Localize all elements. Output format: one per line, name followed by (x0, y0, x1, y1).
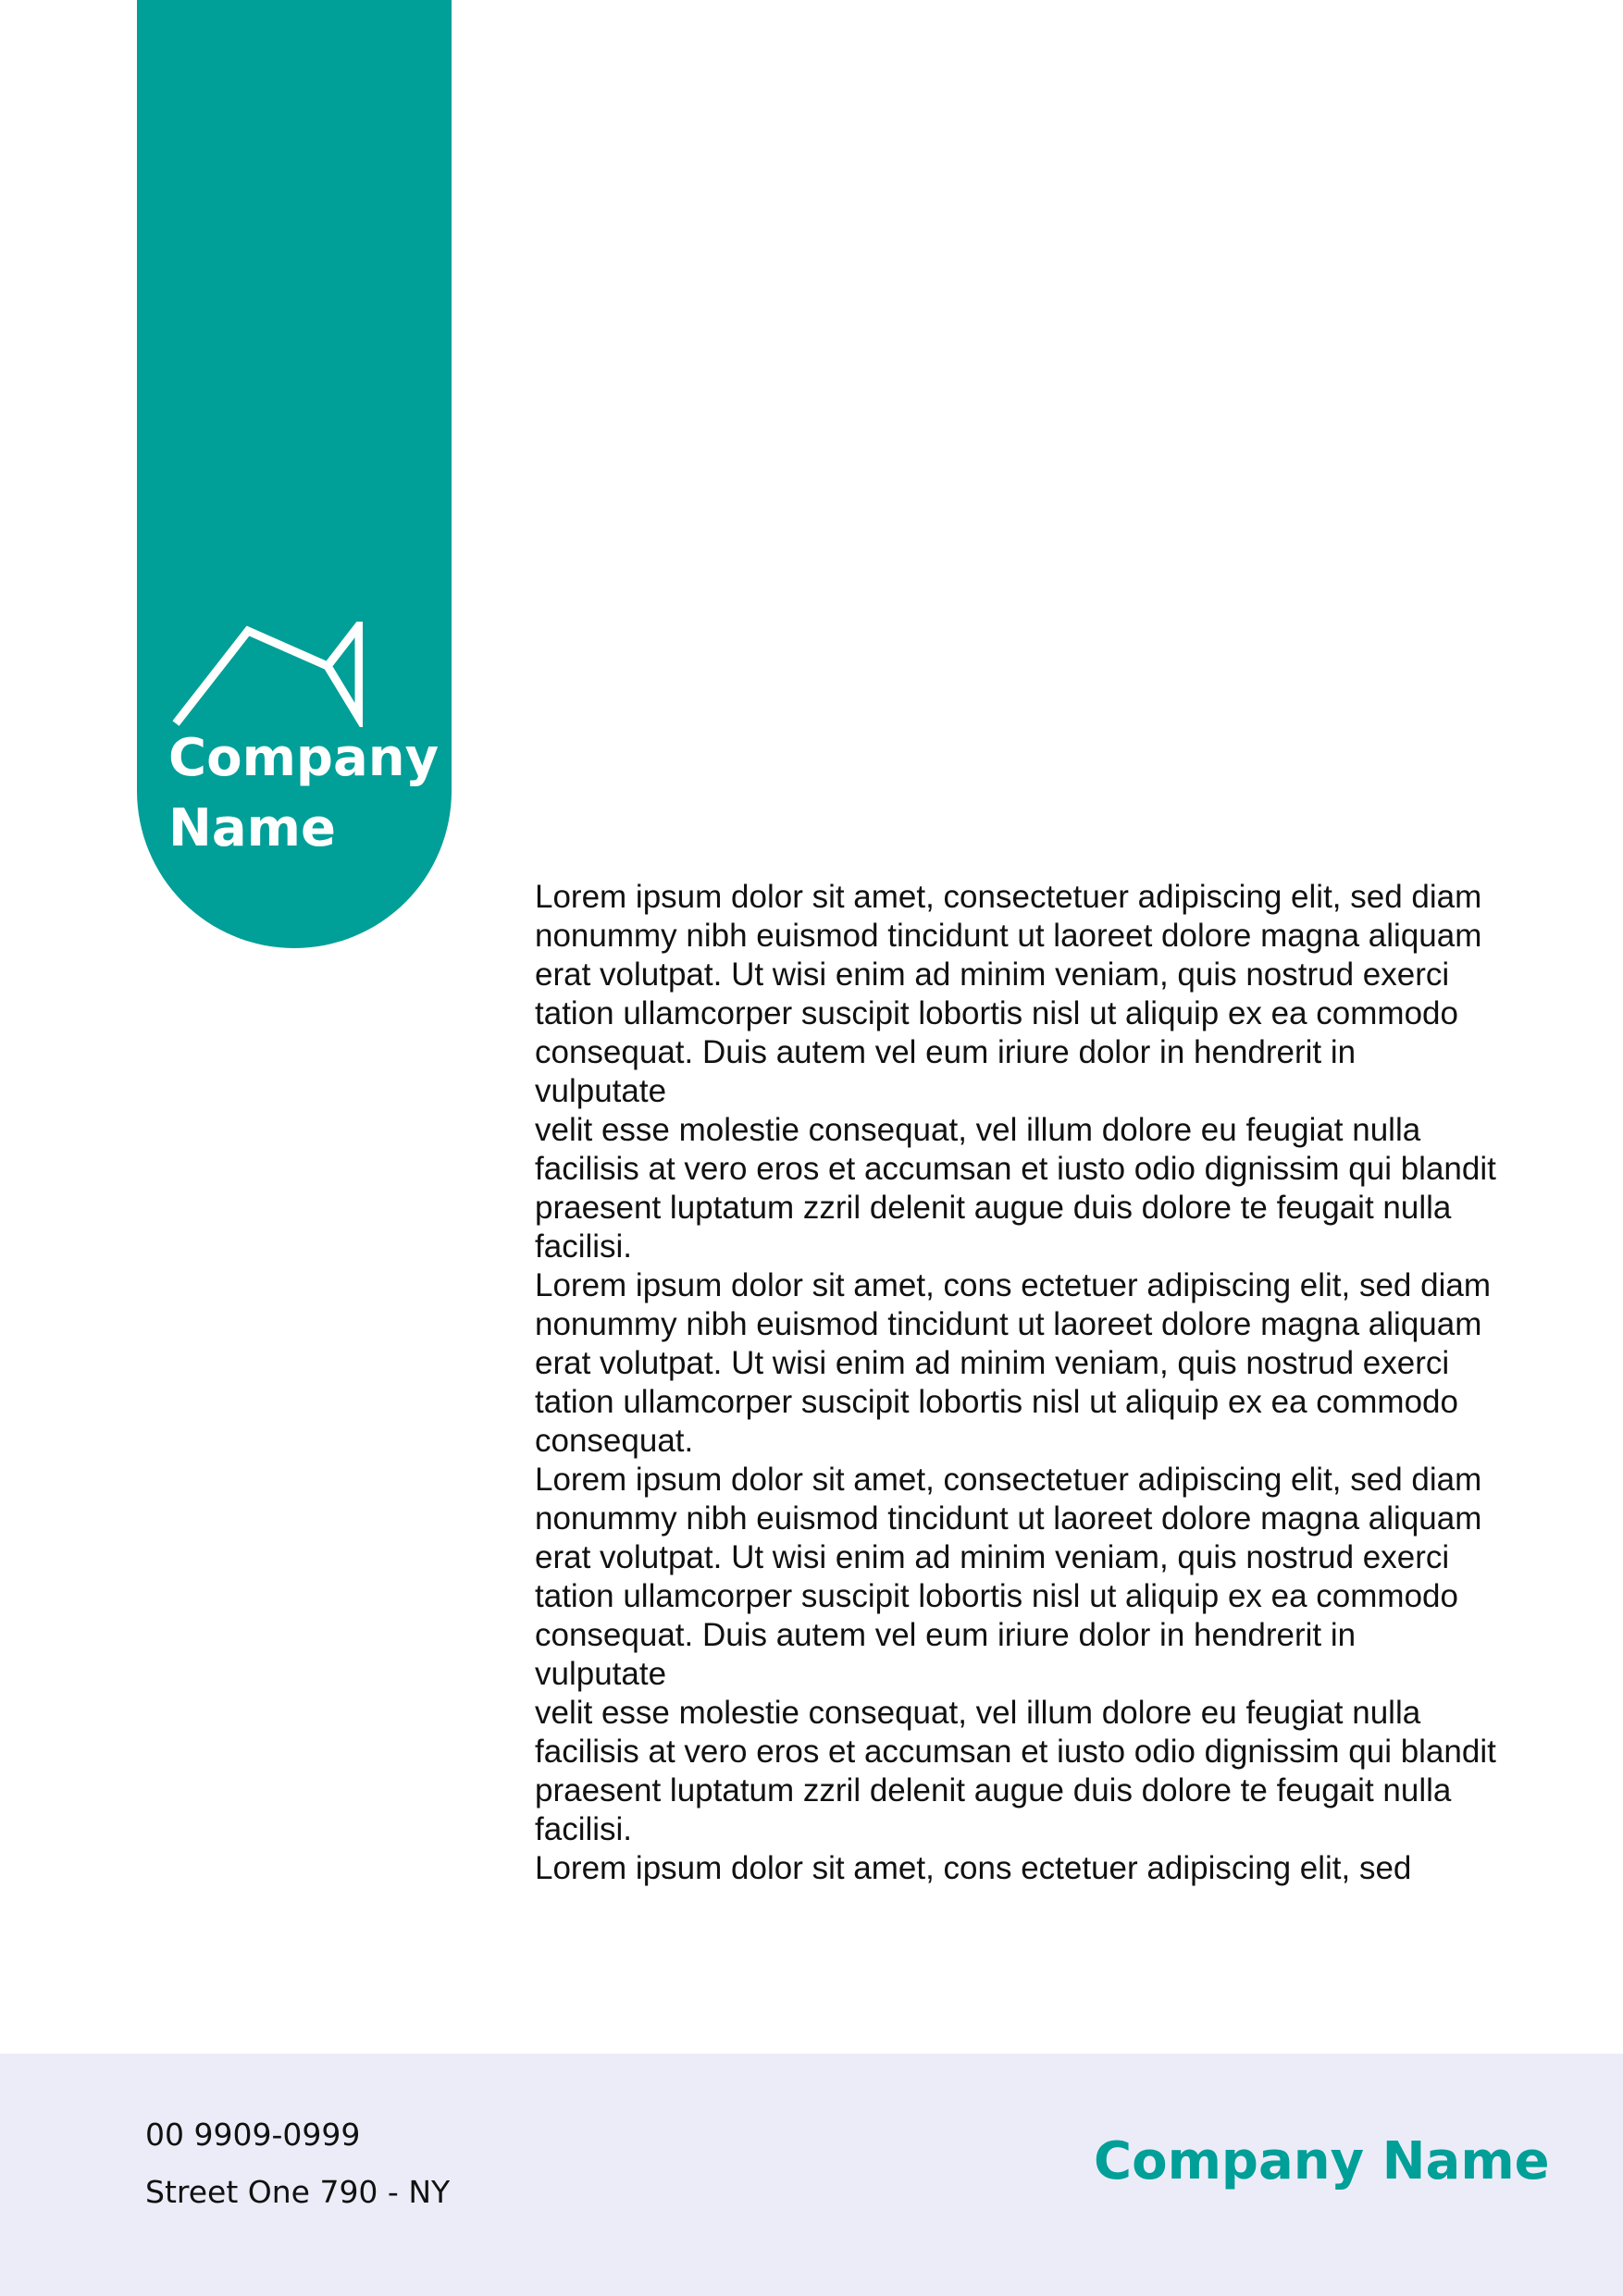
body-line: vulputate (535, 1656, 667, 1692)
body-line: consequat. (535, 1423, 694, 1459)
body-line: Lorem ipsum dolor sit amet, cons ectetuer adipiscing elit, sed (535, 1850, 1412, 1886)
body-line: nonummy nibh euismod tincidunt ut laoreet dolore magna aliquam (535, 1500, 1482, 1537)
brand-name-line-2: Name (168, 798, 336, 858)
body-line: Lorem ipsum dolor sit amet, consectetuer adipiscing elit, sed diam (535, 1462, 1482, 1498)
body-line: praesent luptatum zzril delenit augue duis dolore te feugait nulla (535, 1772, 1452, 1808)
body-line: velit esse molestie consequat, vel illum dolore eu feugiat nulla (535, 1112, 1421, 1148)
brand-name (168, 723, 446, 864)
body-line: erat volutpat. Ut wisi enim ad minim veniam, quis nostrud exerci (535, 957, 1450, 993)
contact-info (145, 2106, 450, 2221)
mountain-logo-icon (172, 622, 363, 727)
body-line: tation ullamcorper suscipit lobortis nisl ut aliquip ex ea commodo (535, 995, 1458, 1031)
body-line: nonummy nibh euismod tincidunt ut laoreet dolore magna aliquam (535, 1306, 1482, 1342)
body-line: velit esse molestie consequat, vel illum dolore eu feugiat nulla (535, 1695, 1421, 1731)
body-line: tation ullamcorper suscipit lobortis nisl ut aliquip ex ea commodo (535, 1578, 1458, 1614)
body-line: facilisis at vero eros et accumsan et iusto odio dignissim qui blandit (535, 1734, 1496, 1770)
phone-number: 00 9909-0999 (145, 2117, 361, 2153)
body-line: consequat. Duis autem vel eum iriure dolor in hendrerit in (535, 1034, 1357, 1070)
letter-body (535, 878, 1553, 1888)
footer-company-name: Company Name (1094, 2131, 1550, 2191)
brand-name-line-1: Company (168, 728, 440, 788)
body-line: Lorem ipsum dolor sit amet, consectetuer adipiscing elit, sed diam (535, 879, 1482, 915)
body-line: facilisi. (535, 1811, 633, 1847)
body-line: consequat. Duis autem vel eum iriure dolor in hendrerit in (535, 1617, 1357, 1653)
body-line: facilisi. (535, 1228, 633, 1265)
body-line: erat volutpat. Ut wisi enim ad minim veniam, quis nostrud exerci (535, 1345, 1450, 1381)
body-line: Lorem ipsum dolor sit amet, cons ectetuer adipiscing elit, sed diam (535, 1267, 1491, 1303)
body-line: erat volutpat. Ut wisi enim ad minim veniam, quis nostrud exerci (535, 1539, 1450, 1575)
body-line: vulputate (535, 1073, 667, 1109)
body-line: tation ullamcorper suscipit lobortis nisl ut aliquip ex ea commodo (535, 1384, 1458, 1420)
body-line: praesent luptatum zzril delenit augue duis dolore te feugait nulla (535, 1190, 1452, 1226)
body-line: facilisis at vero eros et accumsan et iusto odio dignissim qui blandit (535, 1151, 1496, 1187)
street-address: Street One 790 - NY (145, 2174, 451, 2210)
body-line: nonummy nibh euismod tincidunt ut laoreet dolore magna aliquam (535, 918, 1482, 954)
